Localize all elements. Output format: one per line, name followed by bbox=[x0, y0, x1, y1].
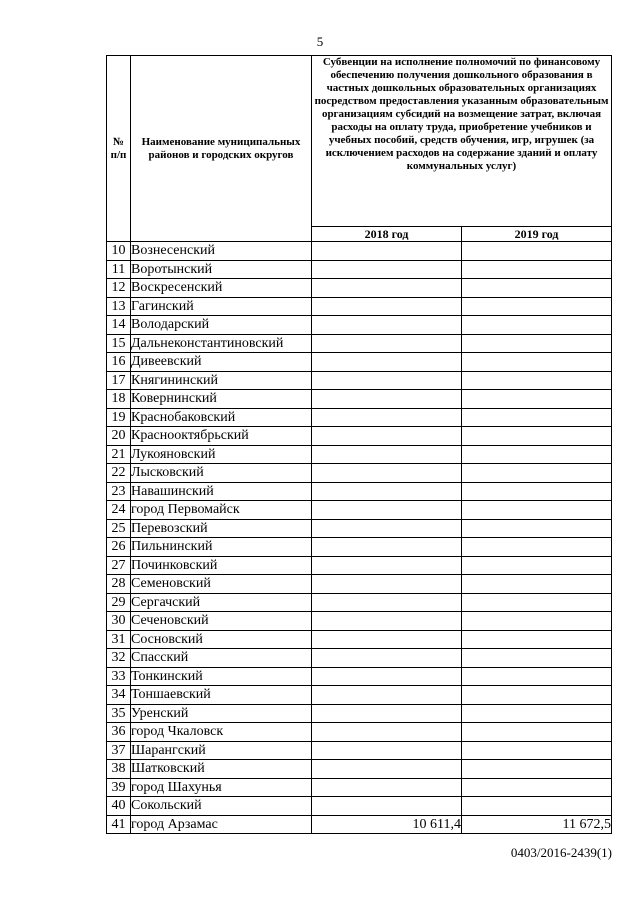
row-number: 14 bbox=[107, 316, 131, 335]
header-year-2019: 2019 год bbox=[462, 227, 612, 242]
row-value-2019 bbox=[462, 408, 612, 427]
table-row bbox=[107, 390, 612, 409]
table-row bbox=[107, 741, 612, 760]
row-value-2019 bbox=[462, 316, 612, 335]
row-value-2018 bbox=[312, 556, 462, 575]
row-name: Воскресенский bbox=[131, 279, 312, 298]
row-value-2018 bbox=[312, 242, 462, 261]
row-value-2018 bbox=[312, 723, 462, 742]
row-value-2019 bbox=[462, 723, 612, 742]
row-value-2019 bbox=[462, 538, 612, 557]
table-row bbox=[107, 427, 612, 446]
row-value-2019 bbox=[462, 390, 612, 409]
row-name: Навашинский bbox=[131, 482, 312, 501]
row-value-2018 bbox=[312, 686, 462, 705]
row-value-2018 bbox=[312, 667, 462, 686]
table-row bbox=[107, 353, 612, 372]
row-name: Уренский bbox=[131, 704, 312, 723]
row-value-2018 bbox=[312, 445, 462, 464]
row-number: 28 bbox=[107, 575, 131, 594]
row-name: Спасский bbox=[131, 649, 312, 668]
row-value-2018 bbox=[312, 760, 462, 779]
row-name: Ковернинский bbox=[131, 390, 312, 409]
subsidy-table bbox=[106, 55, 612, 834]
row-name: Краснооктябрьский bbox=[131, 427, 312, 446]
header-year-2018: 2018 год bbox=[312, 227, 462, 242]
table-row bbox=[107, 667, 612, 686]
row-name: Княгининский bbox=[131, 371, 312, 390]
table-row bbox=[107, 575, 612, 594]
row-name: Володарский bbox=[131, 316, 312, 335]
row-value-2019 bbox=[462, 797, 612, 816]
row-number: 24 bbox=[107, 501, 131, 520]
row-number: 12 bbox=[107, 279, 131, 298]
row-value-2019 bbox=[462, 778, 612, 797]
table-row bbox=[107, 519, 612, 538]
row-name: город Первомайск bbox=[131, 501, 312, 520]
row-name: Краснобаковский bbox=[131, 408, 312, 427]
table-row bbox=[107, 279, 612, 298]
row-value-2019 bbox=[462, 630, 612, 649]
row-value-2019 bbox=[462, 575, 612, 594]
row-number: 37 bbox=[107, 741, 131, 760]
row-number: 17 bbox=[107, 371, 131, 390]
row-name: Гагинский bbox=[131, 297, 312, 316]
row-name: Сеченовский bbox=[131, 612, 312, 631]
row-value-2018 bbox=[312, 353, 462, 372]
table-row bbox=[107, 815, 612, 834]
row-value-2018 bbox=[312, 630, 462, 649]
row-value-2018 bbox=[312, 778, 462, 797]
row-value-2019 bbox=[462, 279, 612, 298]
row-number: 15 bbox=[107, 334, 131, 353]
row-value-2018 bbox=[312, 797, 462, 816]
row-name: Лысковский bbox=[131, 464, 312, 483]
table-row bbox=[107, 260, 612, 279]
row-name: Пильнинский bbox=[131, 538, 312, 557]
row-value-2018 bbox=[312, 593, 462, 612]
row-value-2019 bbox=[462, 519, 612, 538]
row-value-2018 bbox=[312, 279, 462, 298]
table-row bbox=[107, 242, 612, 261]
row-value-2019 bbox=[462, 593, 612, 612]
row-name: Тоншаевский bbox=[131, 686, 312, 705]
row-name: Лукояновский bbox=[131, 445, 312, 464]
header-row bbox=[107, 56, 612, 227]
row-value-2018 bbox=[312, 575, 462, 594]
row-name: город Чкаловск bbox=[131, 723, 312, 742]
row-value-2018 bbox=[312, 297, 462, 316]
row-value-2018 bbox=[312, 741, 462, 760]
table-row bbox=[107, 686, 612, 705]
row-value-2019 bbox=[462, 760, 612, 779]
row-name: город Арзамас bbox=[131, 815, 312, 834]
table-row bbox=[107, 538, 612, 557]
row-number: 25 bbox=[107, 519, 131, 538]
table-row bbox=[107, 501, 612, 520]
row-value-2018 bbox=[312, 704, 462, 723]
row-value-2019 bbox=[462, 353, 612, 372]
row-value-2019 bbox=[462, 371, 612, 390]
row-value-2018 bbox=[312, 482, 462, 501]
row-value-2019 bbox=[462, 464, 612, 483]
table-row bbox=[107, 649, 612, 668]
row-value-2019 bbox=[462, 445, 612, 464]
row-number: 39 bbox=[107, 778, 131, 797]
row-number: 34 bbox=[107, 686, 131, 705]
row-value-2018: 10 611,4 bbox=[312, 815, 462, 834]
row-name: Шатковский bbox=[131, 760, 312, 779]
row-value-2018 bbox=[312, 519, 462, 538]
row-number: 27 bbox=[107, 556, 131, 575]
row-value-2018 bbox=[312, 316, 462, 335]
row-number: 29 bbox=[107, 593, 131, 612]
row-number: 10 bbox=[107, 242, 131, 261]
document-code: 0403/2016-2439(1) bbox=[510, 845, 612, 860]
row-name: Семеновский bbox=[131, 575, 312, 594]
row-value-2018 bbox=[312, 501, 462, 520]
row-value-2018 bbox=[312, 538, 462, 557]
row-number: 40 bbox=[107, 797, 131, 816]
row-value-2019: 11 672,5 bbox=[462, 815, 612, 834]
row-value-2018 bbox=[312, 334, 462, 353]
row-number: 21 bbox=[107, 445, 131, 464]
row-name: Вознесенский bbox=[131, 242, 312, 261]
row-value-2018 bbox=[312, 371, 462, 390]
row-name: Сокольский bbox=[131, 797, 312, 816]
row-value-2019 bbox=[462, 297, 612, 316]
table-row bbox=[107, 797, 612, 816]
row-number: 11 bbox=[107, 260, 131, 279]
row-number: 13 bbox=[107, 297, 131, 316]
row-value-2018 bbox=[312, 390, 462, 409]
row-number: 35 bbox=[107, 704, 131, 723]
row-value-2019 bbox=[462, 242, 612, 261]
row-value-2019 bbox=[462, 427, 612, 446]
header-name: Наименование муниципальных районов и городских округов bbox=[131, 56, 312, 242]
row-number: 26 bbox=[107, 538, 131, 557]
row-number: 33 bbox=[107, 667, 131, 686]
table-row bbox=[107, 612, 612, 631]
header-number: № п/п bbox=[107, 56, 131, 242]
table-body bbox=[107, 242, 612, 834]
table-row bbox=[107, 778, 612, 797]
table-row bbox=[107, 760, 612, 779]
row-name: Дальнеконстантиновский bbox=[131, 334, 312, 353]
row-value-2019 bbox=[462, 741, 612, 760]
row-number: 32 bbox=[107, 649, 131, 668]
table-row bbox=[107, 371, 612, 390]
table-row bbox=[107, 316, 612, 335]
row-name: Починковский bbox=[131, 556, 312, 575]
row-value-2019 bbox=[462, 260, 612, 279]
row-value-2018 bbox=[312, 427, 462, 446]
table-row bbox=[107, 704, 612, 723]
row-value-2019 bbox=[462, 501, 612, 520]
row-name: Сосновский bbox=[131, 630, 312, 649]
row-number: 22 bbox=[107, 464, 131, 483]
table-row bbox=[107, 556, 612, 575]
row-value-2019 bbox=[462, 482, 612, 501]
row-number: 41 bbox=[107, 815, 131, 834]
row-number: 23 bbox=[107, 482, 131, 501]
row-name: Воротынский bbox=[131, 260, 312, 279]
table-row bbox=[107, 482, 612, 501]
row-value-2019 bbox=[462, 649, 612, 668]
row-number: 38 bbox=[107, 760, 131, 779]
table-row bbox=[107, 630, 612, 649]
row-value-2018 bbox=[312, 260, 462, 279]
header-subsidy: Субвенции на исполнение полномочий по финансовому обеспечению получения дошкольного образования в частных дошкольных образовательных организациях посредством предоставления указанным образовательным организациям субсидий на возмещение затрат, включая расходы на оплату труда, приобретение учебников и учебных пособий, средств обучения, игр, игрушек (за исключением расходов на содержание зданий и оплату коммунальных услуг) bbox=[312, 56, 612, 227]
row-name: город Шахунья bbox=[131, 778, 312, 797]
table-row bbox=[107, 334, 612, 353]
row-value-2018 bbox=[312, 464, 462, 483]
row-number: 31 bbox=[107, 630, 131, 649]
row-value-2019 bbox=[462, 334, 612, 353]
row-number: 16 bbox=[107, 353, 131, 372]
row-value-2018 bbox=[312, 612, 462, 631]
page-number: 5 bbox=[316, 34, 324, 49]
table-row bbox=[107, 723, 612, 742]
table-row bbox=[107, 297, 612, 316]
row-value-2018 bbox=[312, 408, 462, 427]
row-value-2019 bbox=[462, 686, 612, 705]
row-number: 19 bbox=[107, 408, 131, 427]
row-value-2019 bbox=[462, 704, 612, 723]
row-number: 36 bbox=[107, 723, 131, 742]
row-name: Шарангский bbox=[131, 741, 312, 760]
table-row bbox=[107, 593, 612, 612]
row-name: Сергачский bbox=[131, 593, 312, 612]
table-row bbox=[107, 408, 612, 427]
row-value-2019 bbox=[462, 556, 612, 575]
row-number: 30 bbox=[107, 612, 131, 631]
table-row bbox=[107, 464, 612, 483]
row-value-2019 bbox=[462, 667, 612, 686]
row-number: 18 bbox=[107, 390, 131, 409]
row-value-2019 bbox=[462, 612, 612, 631]
row-name: Тонкинский bbox=[131, 667, 312, 686]
table-row bbox=[107, 445, 612, 464]
row-name: Перевозский bbox=[131, 519, 312, 538]
row-number: 20 bbox=[107, 427, 131, 446]
row-value-2018 bbox=[312, 649, 462, 668]
row-name: Дивеевский bbox=[131, 353, 312, 372]
